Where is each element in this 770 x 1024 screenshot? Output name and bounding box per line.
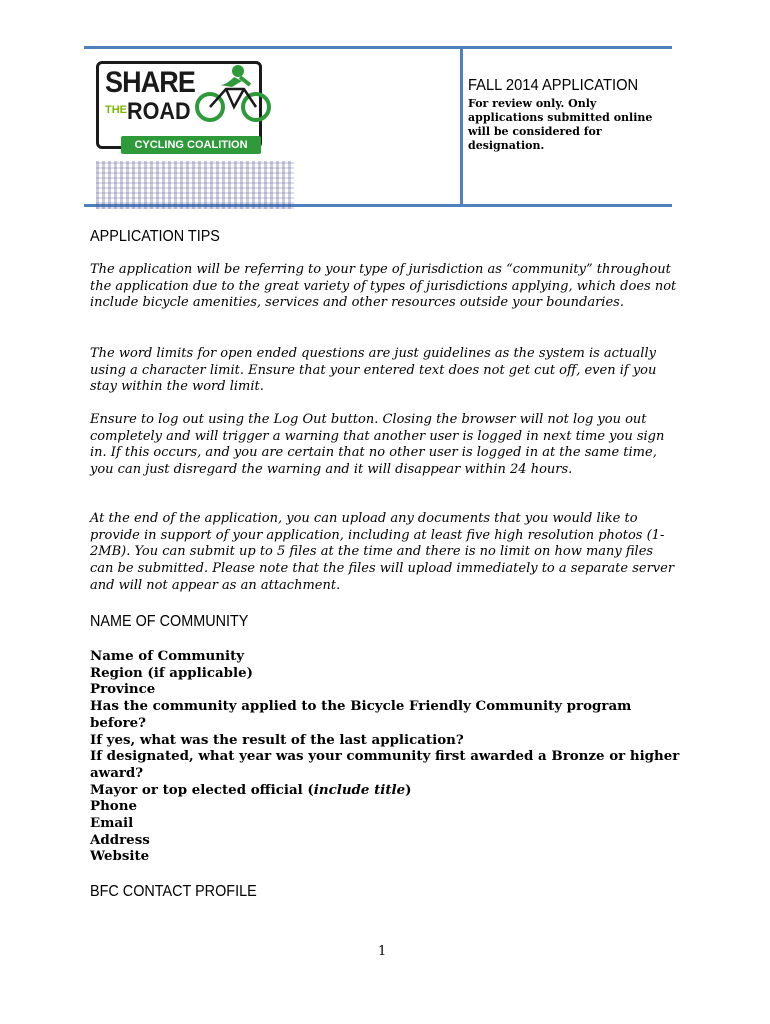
field-province: Province <box>90 681 156 698</box>
field-phone: Phone <box>90 798 137 815</box>
community-heading: NAME OF COMMUNITY <box>90 613 249 630</box>
field-name-of-community: Name of Community <box>90 648 245 664</box>
logo-tagline: CYCLING COALITION <box>121 136 261 154</box>
tips-heading: APPLICATION TIPS <box>90 228 220 245</box>
field-applied-before: Has the community applied to the Bicycle Friendly Community program before? <box>90 698 632 731</box>
field-mayor <box>90 782 680 799</box>
logo-share-text: SHARE <box>105 66 196 99</box>
review-note: For review only. Only applications submitted online will be considered for designation. <box>468 97 653 152</box>
logo-road-text: ROAD <box>127 98 191 125</box>
header-box <box>84 46 672 207</box>
logo-scan-artifact <box>96 161 294 209</box>
field-first-award-year: If designated, what year was your community first awarded a Bronze or higher award? <box>90 748 680 781</box>
tip-paragraph-2: The word limits for open ended questions are just guidelines as the system is actually using a character limit. Ensure that your entered text does not get cut off, even if you stay within the word limit. <box>90 346 657 395</box>
share-the-road-logo <box>90 55 290 205</box>
community-field-list <box>90 648 680 865</box>
field-mayor-title-hint: include title <box>313 781 406 798</box>
field-mayor-close: ) <box>405 781 412 798</box>
page-number: 1 <box>378 944 387 959</box>
logo-the-text: THE <box>105 104 127 116</box>
field-address: Address <box>90 831 150 848</box>
application-title: FALL 2014 APPLICATION <box>468 77 639 94</box>
field-website: Website <box>90 848 150 865</box>
tip-paragraph-1: The application will be referring to your type of jurisdiction as “community” throughout the application due to the great variety of types of jurisdictions applying, which does not include bicycle amenities, services and other resources outside your boundaries. <box>90 262 677 311</box>
contact-heading: BFC CONTACT PROFILE <box>90 883 257 900</box>
field-mayor-label: Mayor or top elected official ( <box>90 781 314 798</box>
header-divider <box>460 49 463 204</box>
cyclist-icon <box>194 63 274 123</box>
tip-paragraph-4: At the end of the application, you can upload any documents that you would like to provide in support of your application, including at least five high resolution photos (1-2MB). You can submit up to 5 files at the time and there is no limit on how many files can be submitted. Please note that the files will upload immediately to a separate server and will not appear as an attachment. <box>90 511 675 593</box>
field-email: Email <box>90 815 134 832</box>
field-last-result: If yes, what was the result of the last application? <box>90 731 464 748</box>
tip-paragraph-3: Ensure to log out using the Log Out button. Closing the browser will not log you out completely and will trigger a warning that another user is logged in next time you sign in. If this occurs, and you are certain that no other user is logged in at the same time, you can just disregard the warning and it will disappear within 24 hours. <box>90 412 665 478</box>
field-region: Region (if applicable) <box>90 664 253 681</box>
